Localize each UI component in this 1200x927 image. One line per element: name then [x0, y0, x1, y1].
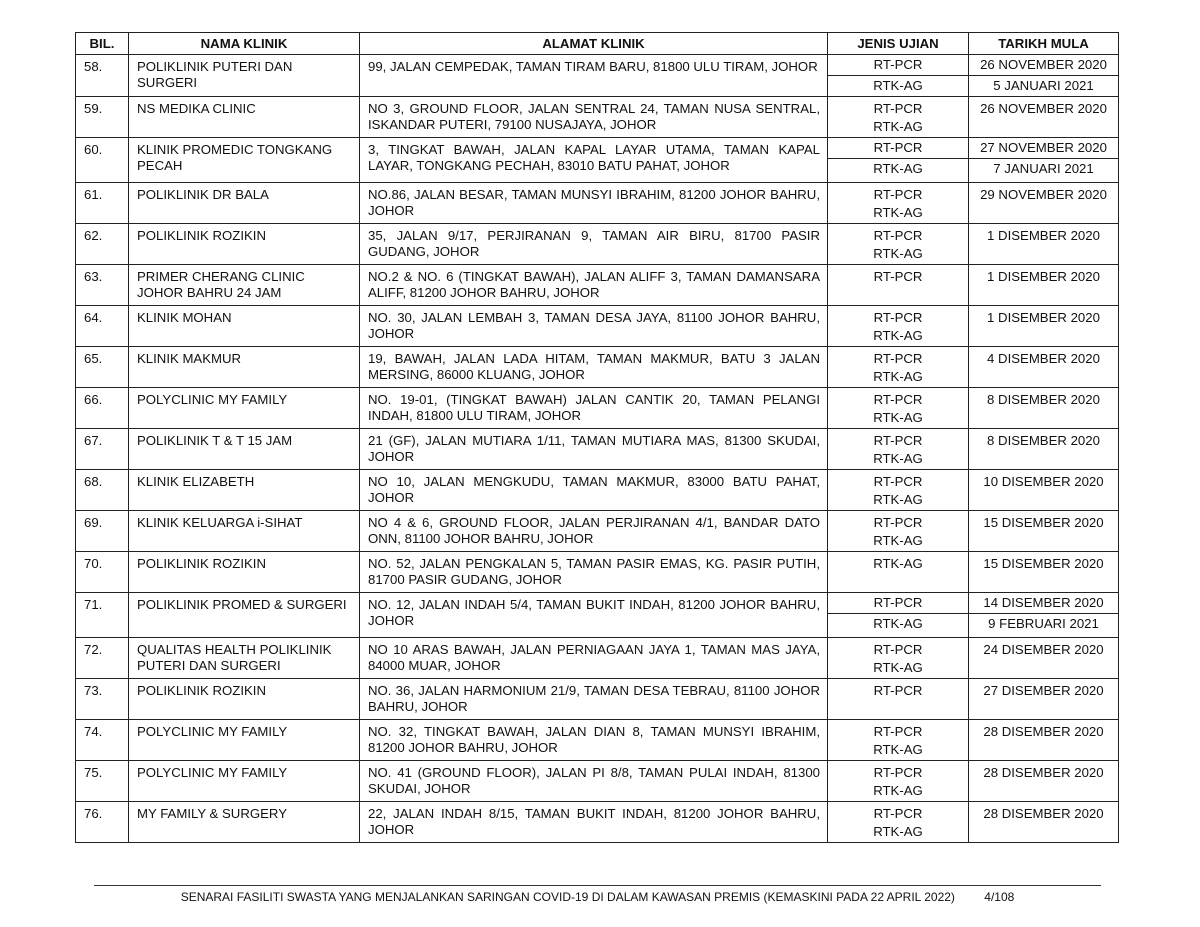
start-date: 14 DISEMBER 2020: [969, 593, 1118, 614]
row-number: 62.: [76, 224, 129, 265]
start-dates: [969, 138, 1119, 183]
row-number: 68.: [76, 470, 129, 511]
test-type: RTK-AG: [873, 78, 923, 93]
table-row: [76, 97, 1119, 138]
test-type: RT-PCR: [873, 187, 923, 202]
clinic-name: KLINIK KELUARGA i-SIHAT: [129, 511, 360, 552]
test-type: RTK-AG: [873, 119, 923, 134]
clinic-address: NO. 19-01, (TINGKAT BAWAH) JALAN CANTIK 20, TAMAN PELANGI INDAH, 81800 ULU TIRAM, JOHOR: [360, 388, 828, 429]
start-date: 27 NOVEMBER 2020: [969, 138, 1118, 159]
test-types: [828, 347, 969, 388]
table-row: [76, 761, 1119, 802]
table-row: [76, 347, 1119, 388]
clinic-address: NO. 41 (GROUND FLOOR), JALAN PI 8/8, TAMAN PULAI INDAH, 81300 SKUDAI, JOHOR: [360, 761, 828, 802]
clinic-address: NO 10, JALAN MENGKUDU, TAMAN MAKMUR, 83000 BATU PAHAT, JOHOR: [360, 470, 828, 511]
clinic-address: NO. 36, JALAN HARMONIUM 21/9, TAMAN DESA TEBRAU, 81100 JOHOR BAHRU, JOHOR: [360, 679, 828, 720]
test-type: RTK-AG: [873, 556, 923, 571]
table-row: [76, 470, 1119, 511]
test-type: RTK-AG: [873, 161, 923, 176]
clinic-name: MY FAMILY & SURGERY: [129, 802, 360, 843]
clinic-name: KLINIK PROMEDIC TONGKANG PECAH: [129, 138, 360, 183]
clinic-name: POLIKLINIK DR BALA: [129, 183, 360, 224]
start-date: 27 DISEMBER 2020: [983, 683, 1104, 698]
test-types: [828, 97, 969, 138]
start-date: 15 DISEMBER 2020: [983, 515, 1104, 530]
test-type: RT-PCR: [873, 806, 923, 821]
table-row: [76, 388, 1119, 429]
start-date: 7 JANUARI 2021: [993, 161, 1094, 176]
start-date: 29 NOVEMBER 2020: [980, 187, 1107, 202]
start-dates: [969, 224, 1119, 265]
test-type: RTK-AG: [873, 328, 923, 343]
row-number: 60.: [76, 138, 129, 183]
clinic-address: NO 10 ARAS BAWAH, JALAN PERNIAGAAN JAYA 1, TAMAN MAS JAYA, 84000 MUAR, JOHOR: [360, 638, 828, 679]
start-dates: [969, 679, 1119, 720]
test-type: RTK-AG: [873, 660, 923, 675]
test-type: RT-PCR: [828, 55, 968, 76]
clinic-address: NO. 12, JALAN INDAH 5/4, TAMAN BUKIT INDAH, 81200 JOHOR BAHRU, JOHOR: [360, 593, 828, 638]
clinic-name: POLYCLINIC MY FAMILY: [129, 720, 360, 761]
test-types: [828, 638, 969, 679]
clinic-address: NO.86, JALAN BESAR, TAMAN MUNSYI IBRAHIM, 81200 JOHOR BAHRU, JOHOR: [360, 183, 828, 224]
test-type: RT-PCR: [873, 310, 923, 325]
page-footer: [94, 890, 1101, 904]
test-types: [828, 183, 969, 224]
table-row: [76, 306, 1119, 347]
start-dates: [969, 761, 1119, 802]
clinic-address: NO. 52, JALAN PENGKALAN 5, TAMAN PASIR EMAS, KG. PASIR PUTIH, 81700 PASIR GUDANG, JOHOR: [360, 552, 828, 593]
test-types: [828, 55, 969, 97]
start-dates: [969, 638, 1119, 679]
start-date: 1 DISEMBER 2020: [987, 228, 1100, 243]
start-dates: [969, 470, 1119, 511]
test-type: RT-PCR: [873, 228, 923, 243]
row-number: 64.: [76, 306, 129, 347]
header-jenis-ujian: JENIS UJIAN: [828, 33, 969, 55]
table-row: [76, 638, 1119, 679]
test-types: [828, 224, 969, 265]
start-dates: [969, 306, 1119, 347]
test-type: RT-PCR: [873, 351, 923, 366]
start-date: 9 FEBRUARI 2021: [988, 616, 1099, 631]
row-number: 59.: [76, 97, 129, 138]
table-row: [76, 183, 1119, 224]
start-dates: [969, 552, 1119, 593]
test-types: [828, 679, 969, 720]
test-type: RTK-AG: [873, 410, 923, 425]
table-row: [76, 138, 1119, 183]
clinic-name: NS MEDIKA CLINIC: [129, 97, 360, 138]
start-date: 28 DISEMBER 2020: [983, 765, 1104, 780]
table-row: [76, 265, 1119, 306]
test-type: RT-PCR: [828, 138, 968, 159]
start-date: 15 DISEMBER 2020: [983, 556, 1104, 571]
start-dates: [969, 97, 1119, 138]
row-number: 74.: [76, 720, 129, 761]
start-date: 8 DISEMBER 2020: [987, 392, 1100, 407]
clinic-name: POLIKLINIK ROZIKIN: [129, 224, 360, 265]
test-type: RT-PCR: [873, 101, 923, 116]
start-dates: [969, 388, 1119, 429]
test-type: RT-PCR: [873, 724, 923, 739]
test-type: RT-PCR: [873, 433, 923, 448]
start-date: 28 DISEMBER 2020: [983, 724, 1104, 739]
start-dates: [969, 511, 1119, 552]
test-types: [828, 470, 969, 511]
start-date: 28 DISEMBER 2020: [983, 806, 1104, 821]
clinic-name: QUALITAS HEALTH POLIKLINIK PUTERI DAN SURGERI: [129, 638, 360, 679]
start-date: 5 JANUARI 2021: [993, 78, 1094, 93]
table-body: [76, 55, 1119, 843]
table-row: [76, 679, 1119, 720]
test-type: RT-PCR: [873, 683, 923, 698]
clinic-address: 3, TINGKAT BAWAH, JALAN KAPAL LAYAR UTAMA, TAMAN KAPAL LAYAR, TONGKANG PECHAH, 83010 BATU PAHAT, JOHOR: [360, 138, 828, 183]
table-row: [76, 511, 1119, 552]
header-alamat-klinik: ALAMAT KLINIK: [360, 33, 828, 55]
clinic-name: POLIKLINIK ROZIKIN: [129, 552, 360, 593]
table-row: [76, 720, 1119, 761]
table-row: [76, 55, 1119, 97]
start-dates: [969, 593, 1119, 638]
test-types: [828, 306, 969, 347]
test-type: RT-PCR: [873, 269, 923, 284]
header-row: [76, 33, 1119, 55]
row-number: 70.: [76, 552, 129, 593]
row-number: 66.: [76, 388, 129, 429]
table-row: [76, 224, 1119, 265]
clinic-address: NO 4 & 6, GROUND FLOOR, JALAN PERJIRANAN 4/1, BANDAR DATO ONN, 81100 JOHOR BAHRU, JOHOR: [360, 511, 828, 552]
test-types: [828, 138, 969, 183]
start-dates: [969, 265, 1119, 306]
test-type: RTK-AG: [873, 205, 923, 220]
start-date: 4 DISEMBER 2020: [987, 351, 1100, 366]
clinic-table: [75, 32, 1119, 843]
test-type: RTK-AG: [873, 616, 923, 631]
row-number: 61.: [76, 183, 129, 224]
start-date: 10 DISEMBER 2020: [983, 474, 1104, 489]
table-row: [76, 802, 1119, 843]
table-row: [76, 429, 1119, 470]
row-number: 75.: [76, 761, 129, 802]
clinic-name: KLINIK MOHAN: [129, 306, 360, 347]
test-type: RTK-AG: [873, 783, 923, 798]
start-dates: [969, 720, 1119, 761]
clinic-name: POLIKLINIK PROMED & SURGERI: [129, 593, 360, 638]
start-dates: [969, 183, 1119, 224]
test-type: RT-PCR: [873, 642, 923, 657]
test-type: RT-PCR: [828, 593, 968, 614]
footer-text: SENARAI FASILITI SWASTA YANG MENJALANKAN SARINGAN COVID-19 DI DALAM KAWASAN PREMIS (KEMASKINI PADA 22 APRIL 2022): [180, 890, 955, 904]
clinic-address: NO 3, GROUND FLOOR, JALAN SENTRAL 24, TAMAN NUSA SENTRAL, ISKANDAR PUTERI, 79100 NUSAJAYA, JOHOR: [360, 97, 828, 138]
test-type: RTK-AG: [873, 369, 923, 384]
start-date: 1 DISEMBER 2020: [987, 310, 1100, 325]
row-number: 63.: [76, 265, 129, 306]
clinic-address: 22, JALAN INDAH 8/15, TAMAN BUKIT INDAH, 81200 JOHOR BAHRU, JOHOR: [360, 802, 828, 843]
start-date: 26 NOVEMBER 2020: [980, 101, 1107, 116]
row-number: 73.: [76, 679, 129, 720]
clinic-address: NO. 32, TINGKAT BAWAH, JALAN DIAN 8, TAMAN MUNSYI IBRAHIM, 81200 JOHOR BAHRU, JOHOR: [360, 720, 828, 761]
test-type: RTK-AG: [873, 246, 923, 261]
row-number: 69.: [76, 511, 129, 552]
clinic-name: POLIKLINIK T & T 15 JAM: [129, 429, 360, 470]
test-type: RT-PCR: [873, 765, 923, 780]
table-header: [76, 33, 1119, 55]
test-types: [828, 511, 969, 552]
test-types: [828, 429, 969, 470]
row-number: 76.: [76, 802, 129, 843]
test-types: [828, 720, 969, 761]
clinic-address: 21 (GF), JALAN MUTIARA 1/11, TAMAN MUTIARA MAS, 81300 SKUDAI, JOHOR: [360, 429, 828, 470]
test-types: [828, 552, 969, 593]
clinic-address: NO. 30, JALAN LEMBAH 3, TAMAN DESA JAYA, 81100 JOHOR BAHRU, JOHOR: [360, 306, 828, 347]
test-types: [828, 761, 969, 802]
header-tarikh-mula: TARIKH MULA: [969, 33, 1119, 55]
clinic-name: POLIKLINIK ROZIKIN: [129, 679, 360, 720]
test-types: [828, 388, 969, 429]
clinic-name: KLINIK MAKMUR: [129, 347, 360, 388]
row-number: 72.: [76, 638, 129, 679]
start-date: 8 DISEMBER 2020: [987, 433, 1100, 448]
start-date: 26 NOVEMBER 2020: [969, 55, 1118, 76]
header-nama-klinik: NAMA KLINIK: [129, 33, 360, 55]
test-type: RTK-AG: [873, 451, 923, 466]
test-types: [828, 802, 969, 843]
header-bil: BIL.: [76, 33, 129, 55]
test-types: [828, 265, 969, 306]
test-type: RT-PCR: [873, 515, 923, 530]
start-dates: [969, 429, 1119, 470]
table-row: [76, 593, 1119, 638]
clinic-name: PRIMER CHERANG CLINIC JOHOR BAHRU 24 JAM: [129, 265, 360, 306]
start-dates: [969, 347, 1119, 388]
start-dates: [969, 55, 1119, 97]
clinic-name: POLIKLINIK PUTERI DAN SURGERI: [129, 55, 360, 97]
test-type: RTK-AG: [873, 492, 923, 507]
test-types: [828, 593, 969, 638]
test-type: RTK-AG: [873, 742, 923, 757]
test-type: RT-PCR: [873, 474, 923, 489]
row-number: 71.: [76, 593, 129, 638]
row-number: 67.: [76, 429, 129, 470]
start-date: 24 DISEMBER 2020: [983, 642, 1104, 657]
row-number: 65.: [76, 347, 129, 388]
clinic-address: 19, BAWAH, JALAN LADA HITAM, TAMAN MAKMUR, BATU 3 JALAN MERSING, 86000 KLUANG, JOHOR: [360, 347, 828, 388]
row-number: 58.: [76, 55, 129, 97]
clinic-name: POLYCLINIC MY FAMILY: [129, 761, 360, 802]
clinic-address: NO.2 & NO. 6 (TINGKAT BAWAH), JALAN ALIFF 3, TAMAN DAMANSARA ALIFF, 81200 JOHOR BAHRU, JOHOR: [360, 265, 828, 306]
footer-divider: [94, 885, 1101, 886]
test-type: RTK-AG: [873, 533, 923, 548]
start-dates: [969, 802, 1119, 843]
table-row: [76, 552, 1119, 593]
clinic-address: 99, JALAN CEMPEDAK, TAMAN TIRAM BARU, 81800 ULU TIRAM, JOHOR: [360, 55, 828, 97]
start-date: 1 DISEMBER 2020: [987, 269, 1100, 284]
clinic-name: KLINIK ELIZABETH: [129, 470, 360, 511]
test-type: RTK-AG: [873, 824, 923, 839]
clinic-address: 35, JALAN 9/17, PERJIRANAN 9, TAMAN AIR BIRU, 81700 PASIR GUDANG, JOHOR: [360, 224, 828, 265]
page-number: 4/108: [984, 890, 1015, 904]
clinic-name: POLYCLINIC MY FAMILY: [129, 388, 360, 429]
test-type: RT-PCR: [873, 392, 923, 407]
